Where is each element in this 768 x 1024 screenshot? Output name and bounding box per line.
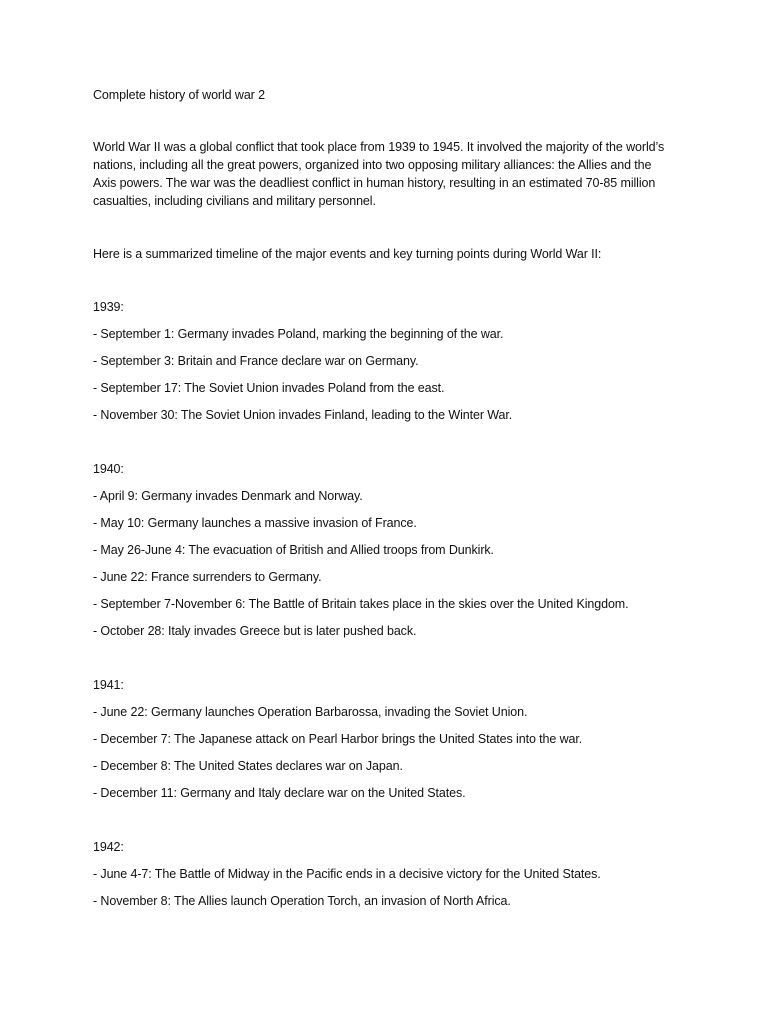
timeline-event: - December 7: The Japanese attack on Pearl Harbor brings the United States into the war. [93, 732, 583, 746]
timeline-event: - June 22: France surrenders to Germany. [93, 570, 322, 584]
timeline-event: - May 10: Germany launches a massive invasion of France. [93, 516, 417, 530]
year-section-1939 [93, 298, 673, 424]
year-heading: 1939: [93, 300, 124, 314]
timeline-event: - April 9: Germany invades Denmark and Norway. [93, 489, 363, 503]
timeline-event: - October 28: Italy invades Greece but is later pushed back. [93, 624, 417, 638]
timeline-event: - November 30: The Soviet Union invades Finland, leading to the Winter War. [93, 408, 513, 422]
year-heading: 1940: [93, 462, 124, 476]
timeline-event: - November 8: The Allies launch Operation Torch, an invasion of North Africa. [93, 894, 511, 908]
timeline-event: - December 8: The United States declares war on Japan. [93, 759, 403, 773]
timeline-event: - December 11: Germany and Italy declare war on the United States. [93, 786, 466, 800]
timeline-event: - September 1: Germany invades Poland, marking the beginning of the war. [93, 327, 504, 341]
timeline-event: - September 3: Britain and France declare war on Germany. [93, 354, 419, 368]
year-section-1941 [93, 676, 673, 802]
year-section-1942 [93, 838, 673, 910]
timeline-event: - June 4-7: The Battle of Midway in the Pacific ends in a decisive victory for the United States. [93, 867, 601, 881]
year-heading: 1942: [93, 840, 124, 854]
timeline-event: - September 17: The Soviet Union invades Poland from the east. [93, 381, 445, 395]
document-title: Complete history of world war 2 [93, 88, 265, 102]
timeline-event: - September 7-November 6: The Battle of Britain takes place in the skies over the United Kingdom. [93, 597, 629, 611]
year-section-1940 [93, 460, 673, 640]
timeline-event: - June 22: Germany launches Operation Barbarossa, invading the Soviet Union. [93, 705, 528, 719]
timeline-event: - May 26-June 4: The evacuation of British and Allied troops from Dunkirk. [93, 543, 494, 557]
document-body [93, 86, 673, 946]
timeline-intro-paragraph: Here is a summarized timeline of the major events and key turning points during World War II: [93, 247, 602, 261]
intro-paragraph: World War II was a global conflict that took place from 1939 to 1945. It involved the majority of the world’s nations, including all the great powers, organized into two opposing military alliances: the Allies and the Axis powers. The war was the deadliest conflict in human history, resulting in an estimated 70-85 million casualties, including civilians and military personnel. [93, 140, 665, 208]
year-heading: 1941: [93, 678, 124, 692]
